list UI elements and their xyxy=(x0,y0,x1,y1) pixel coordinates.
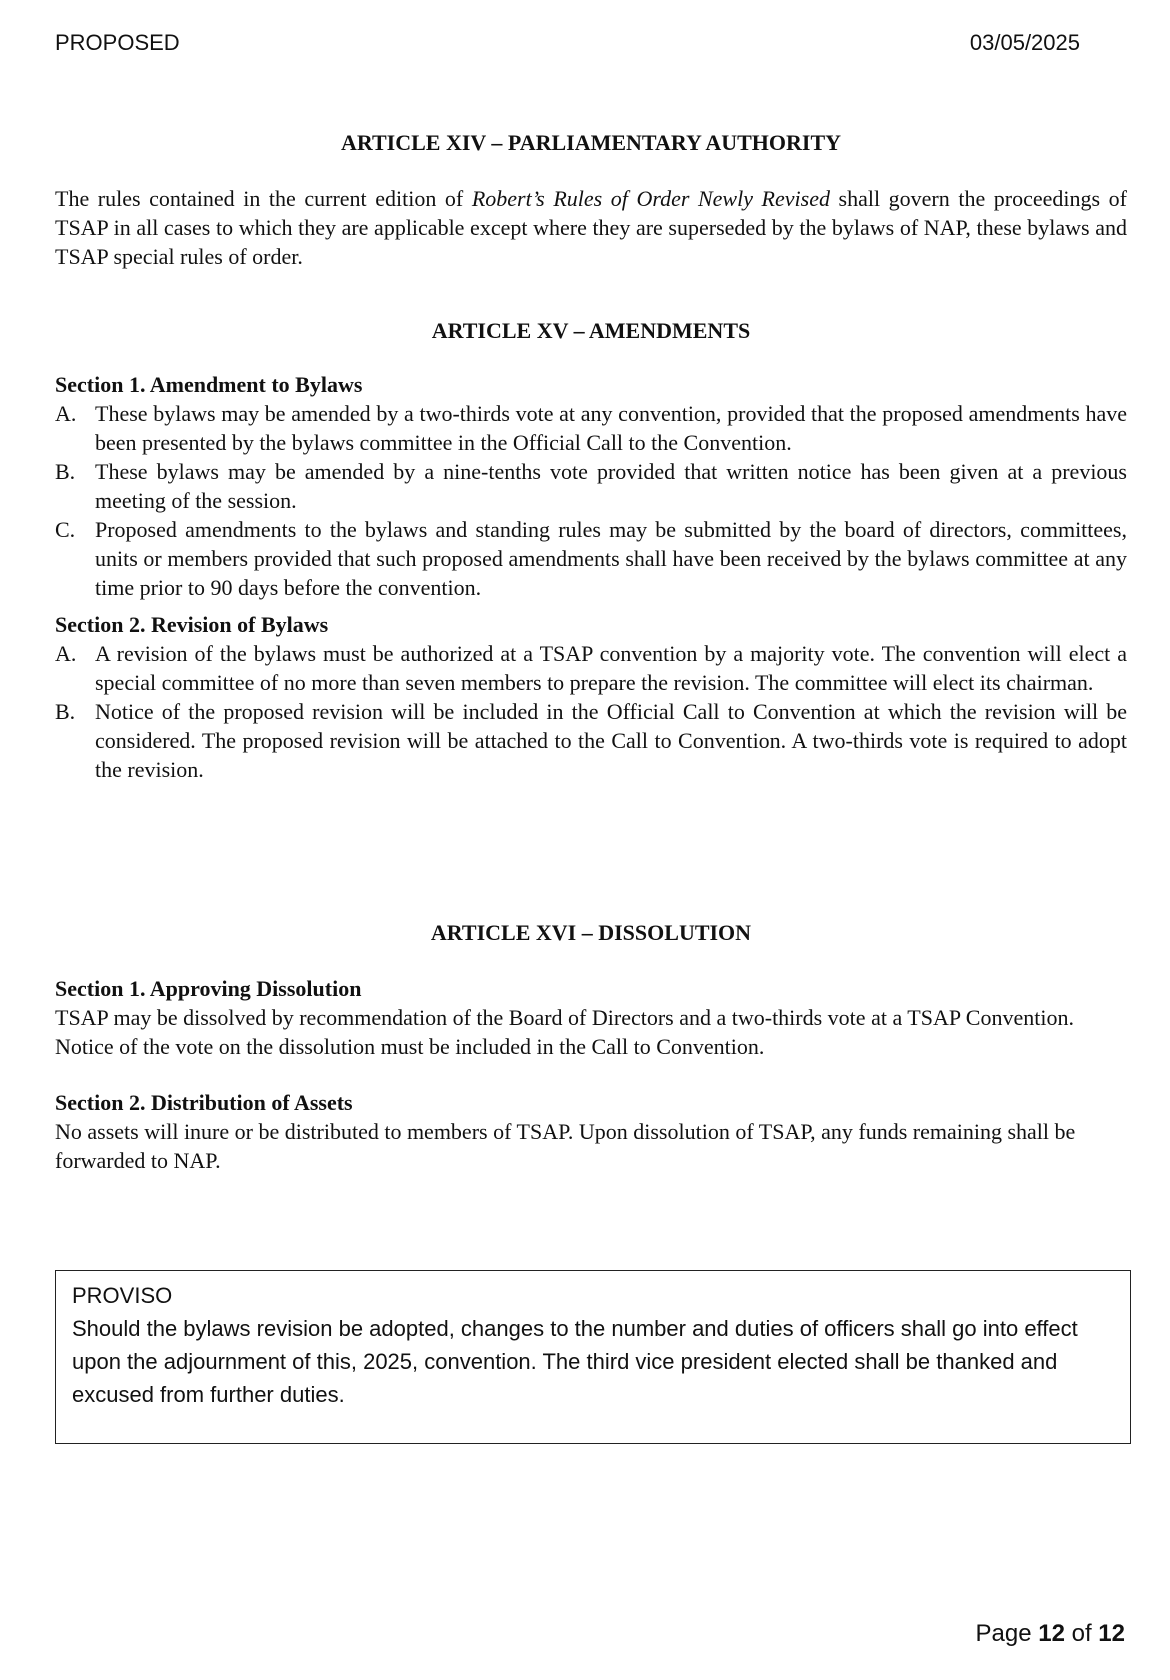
article-16-title: ARTICLE XVI – DISSOLUTION xyxy=(430,920,752,945)
article-16-section-1-title: Section 1. Approving Dissolution xyxy=(55,976,362,1001)
of-word: of xyxy=(1071,1620,1092,1647)
article-16-section-2-title: Section 2. Distribution of Assets xyxy=(55,1090,353,1115)
page-word: Page xyxy=(975,1620,1032,1647)
list-item-text: These bylaws may be amended by a two-thirds vote at any convention, provided that the proposed amendments have been presented by the bylaws committee in the Official Call to the Convention. xyxy=(95,401,1127,455)
article-14-text-pre: The rules contained in the current edition of xyxy=(55,186,472,211)
article-16-section-1-text: TSAP may be dissolved by recommendation of the Board of Directors and a two-thirds vote at a TSAP Convention. Notice of the vote on the dissolution must be included in the Call to Convention. xyxy=(55,1005,1074,1059)
article-15-section-2 xyxy=(55,610,1127,784)
list-item-text: Proposed amendments to the bylaws and standing rules may be submitted by the board of directors, committees, units or members provided that such proposed amendments shall have been received by the bylaws committee at any time prior to 90 days before the convention. xyxy=(95,517,1127,600)
article-15-section-1-list xyxy=(55,399,1127,602)
list-item-label: B. xyxy=(55,699,76,724)
article-16-section-2-text: No assets will inure or be distributed to members of TSAP. Upon dissolution of TSAP, any funds remaining shall be forwarded to NAP. xyxy=(55,1119,1076,1173)
list-item-label: A. xyxy=(55,401,77,426)
proviso-box xyxy=(55,1270,1131,1444)
page-total: 12 xyxy=(1098,1620,1125,1647)
list-item xyxy=(55,399,1127,457)
article-15-section-2-list xyxy=(55,639,1127,784)
article-15-title: ARTICLE XV – AMENDMENTS xyxy=(431,318,751,343)
article-14-text-italic: Robert’s Rules of Order Newly Revised xyxy=(471,186,830,211)
list-item-label: A. xyxy=(55,641,77,666)
list-item xyxy=(55,515,1127,602)
article-15-section-1 xyxy=(55,370,1127,602)
list-item-text: These bylaws may be amended by a nine-tenths vote provided that written notice has been given at a previous meeting of the session. xyxy=(95,459,1127,513)
article-14-title: ARTICLE XIV – PARLIAMENTARY AUTHORITY xyxy=(340,130,842,155)
article-15-section-1-title: Section 1. Amendment to Bylaws xyxy=(55,372,363,397)
page-current: 12 xyxy=(1038,1620,1065,1647)
list-item xyxy=(55,639,1127,697)
article-15-section-2-title: Section 2. Revision of Bylaws xyxy=(55,612,329,637)
list-item xyxy=(55,457,1127,515)
article-14-text-post: shall govern the proceedings of TSAP in all cases to which they are applicable except where they are superseded by the bylaws of NAP, these bylaws and TSAP special rules of order. xyxy=(55,186,1127,269)
article-16-section-2 xyxy=(55,1088,1127,1175)
list-item-label: B. xyxy=(55,459,76,484)
header-status: PROPOSED xyxy=(55,30,180,55)
list-item xyxy=(55,697,1127,784)
list-item-text: Notice of the proposed revision will be included in the Official Call to Convention at which the revision will be considered. The proposed revision will be attached to the Call to Convention. A two-thirds vote is required to adopt the revision. xyxy=(95,699,1127,782)
proviso-title: PROVISO xyxy=(72,1283,173,1308)
article-14-paragraph xyxy=(55,184,1127,271)
list-item-text: A revision of the bylaws must be authorized at a TSAP convention by a majority vote. The convention will elect a special committee of no more than seven members to prepare the revision. The committee will elect its chairman. xyxy=(95,641,1127,695)
article-16-section-1 xyxy=(55,974,1127,1061)
header-date: 03/05/2025 xyxy=(969,30,1080,55)
proviso-text: Should the bylaws revision be adopted, changes to the number and duties of officers shall go into effect upon the adjournment of this, 2025, convention. The third vice president elected shall be thanked and excused from further duties. xyxy=(72,1316,1078,1407)
page-number xyxy=(976,1620,1126,1648)
list-item-label: C. xyxy=(55,517,76,542)
